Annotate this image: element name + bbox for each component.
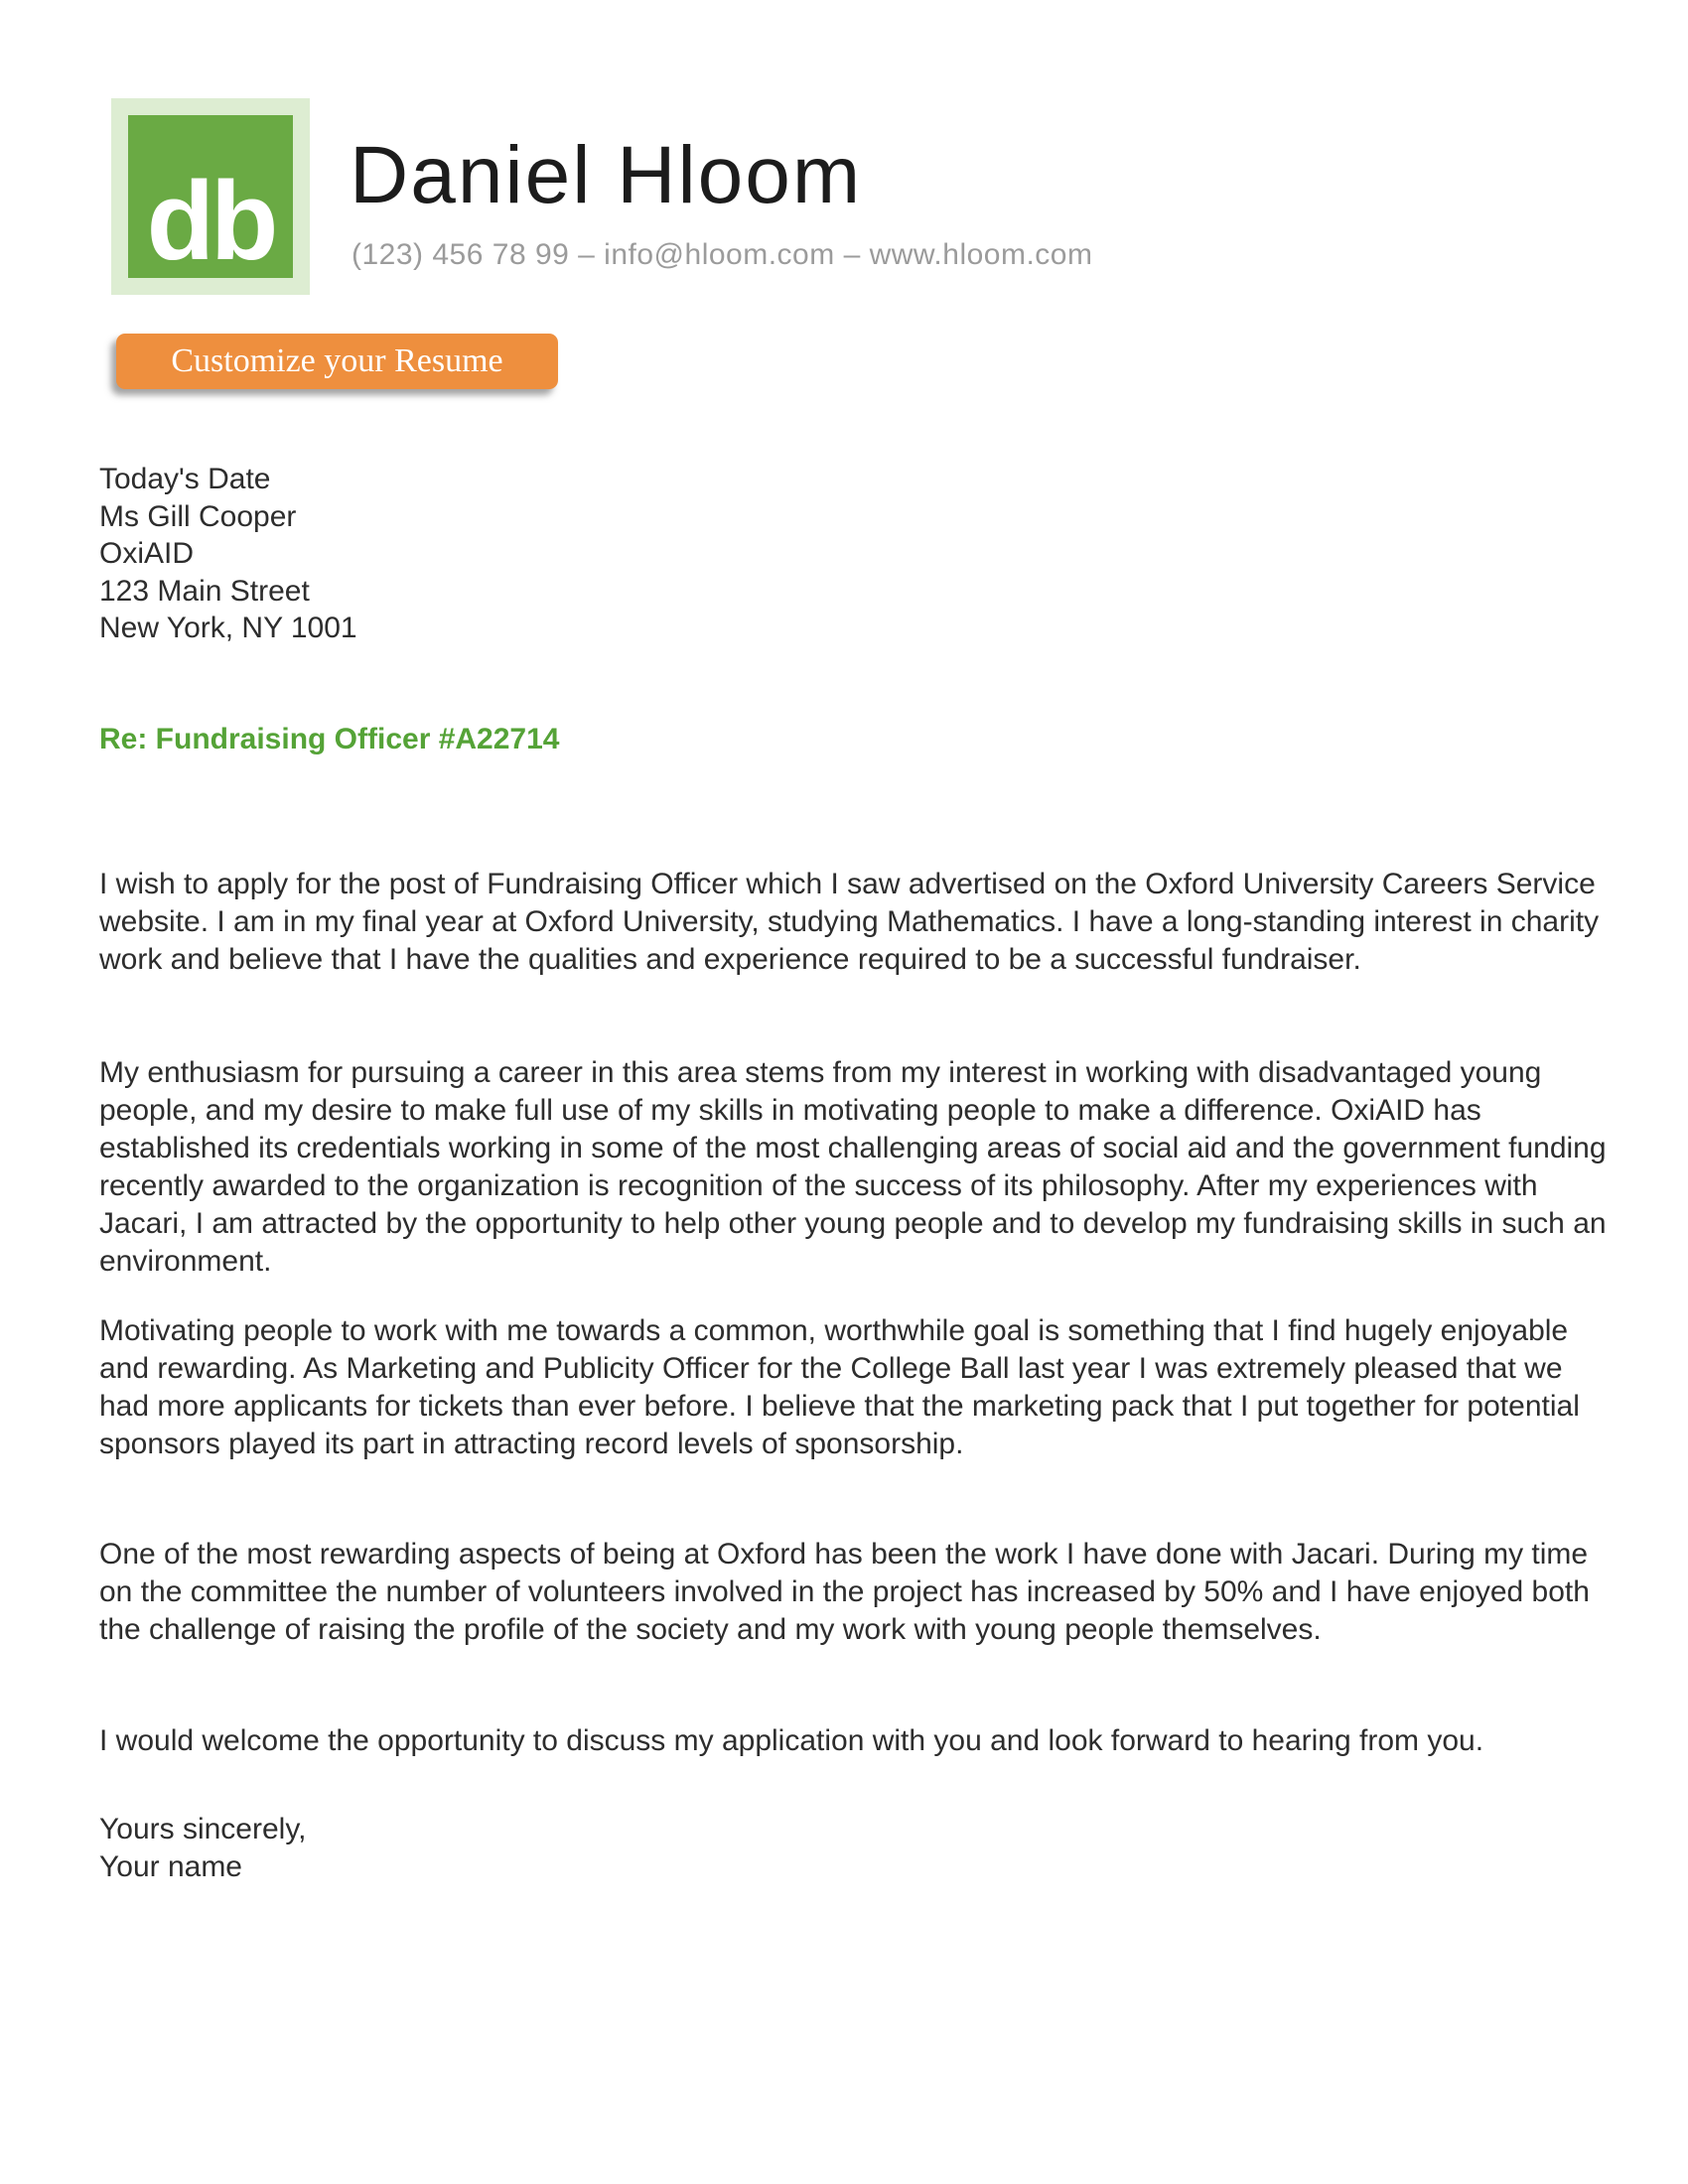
recipient-line-city: New York, NY 1001 xyxy=(99,612,357,644)
closing-salutation: Yours sincerely, xyxy=(99,1813,307,1845)
body-paragraph-3: Motivating people to work with me towards a common, worthwhile goal is something that I find hugely enjoyable and rewarding. As Marketing and Publicity Officer for the College Ball last year I was extremely pleased that we had more applicants for tickets than ever before. I believe that the marketing pack that I put together for potential sponsors played its part in attracting record levels of sponsorship. xyxy=(99,1314,1580,1460)
body-paragraph-2: My enthusiasm for pursuing a career in this area stems from my interest in working with disadvantaged young people, and my desire to make full use of my skills in motivating people to make a difference. OxiAID has established its credentials working in some of the most challenging areas of social aid and the government funding recently awarded to the organization is recognition of the success of its philosophy. After my experiences with Jacari, I am attracted by the opportunity to help other young people and to develop my fundraising skills in such an environment. xyxy=(99,1056,1607,1278)
contact-line: (123) 456 78 99 – info@hloom.com – www.hloom.com xyxy=(352,238,1093,271)
db-logo-text: db xyxy=(146,158,275,283)
db-logo xyxy=(111,98,310,295)
closing-signature-name: Your name xyxy=(99,1850,242,1883)
recipient-line-street: 123 Main Street xyxy=(99,574,310,608)
customize-resume-button[interactable]: Customize your Resume xyxy=(116,334,558,389)
recipient-block xyxy=(99,461,357,647)
recipient-line-org: OxiAID xyxy=(99,537,195,570)
subject-line: Re: Fundraising Officer #A22714 xyxy=(99,723,560,755)
closing-block xyxy=(99,1811,306,1886)
recipient-line-date: Today's Date xyxy=(99,463,271,495)
person-name: Daniel Hloom xyxy=(350,130,863,220)
body-paragraph-4: One of the most rewarding aspects of being at Oxford has been the work I have done with Jacari. During my time on the committee the number of volunteers involved in the project has increased by 50% and I have enjoyed both the challenge of raising the profile of the society and my work with young people themselves. xyxy=(99,1538,1590,1646)
recipient-line-name: Ms Gill Cooper xyxy=(99,499,297,533)
body-paragraph-1: I wish to apply for the post of Fundraising Officer which I saw advertised on the Oxford University Careers Service website. I am in my final year at Oxford University, studying Mathematics. I have a long-standing interest in charity work and believe that I have the qualities and experience required to be a successful fundraiser. xyxy=(99,868,1600,976)
db-logo-box xyxy=(128,115,293,283)
body-paragraph-5: I would welcome the opportunity to discuss my application with you and look forward to hearing from you. xyxy=(99,1724,1484,1757)
